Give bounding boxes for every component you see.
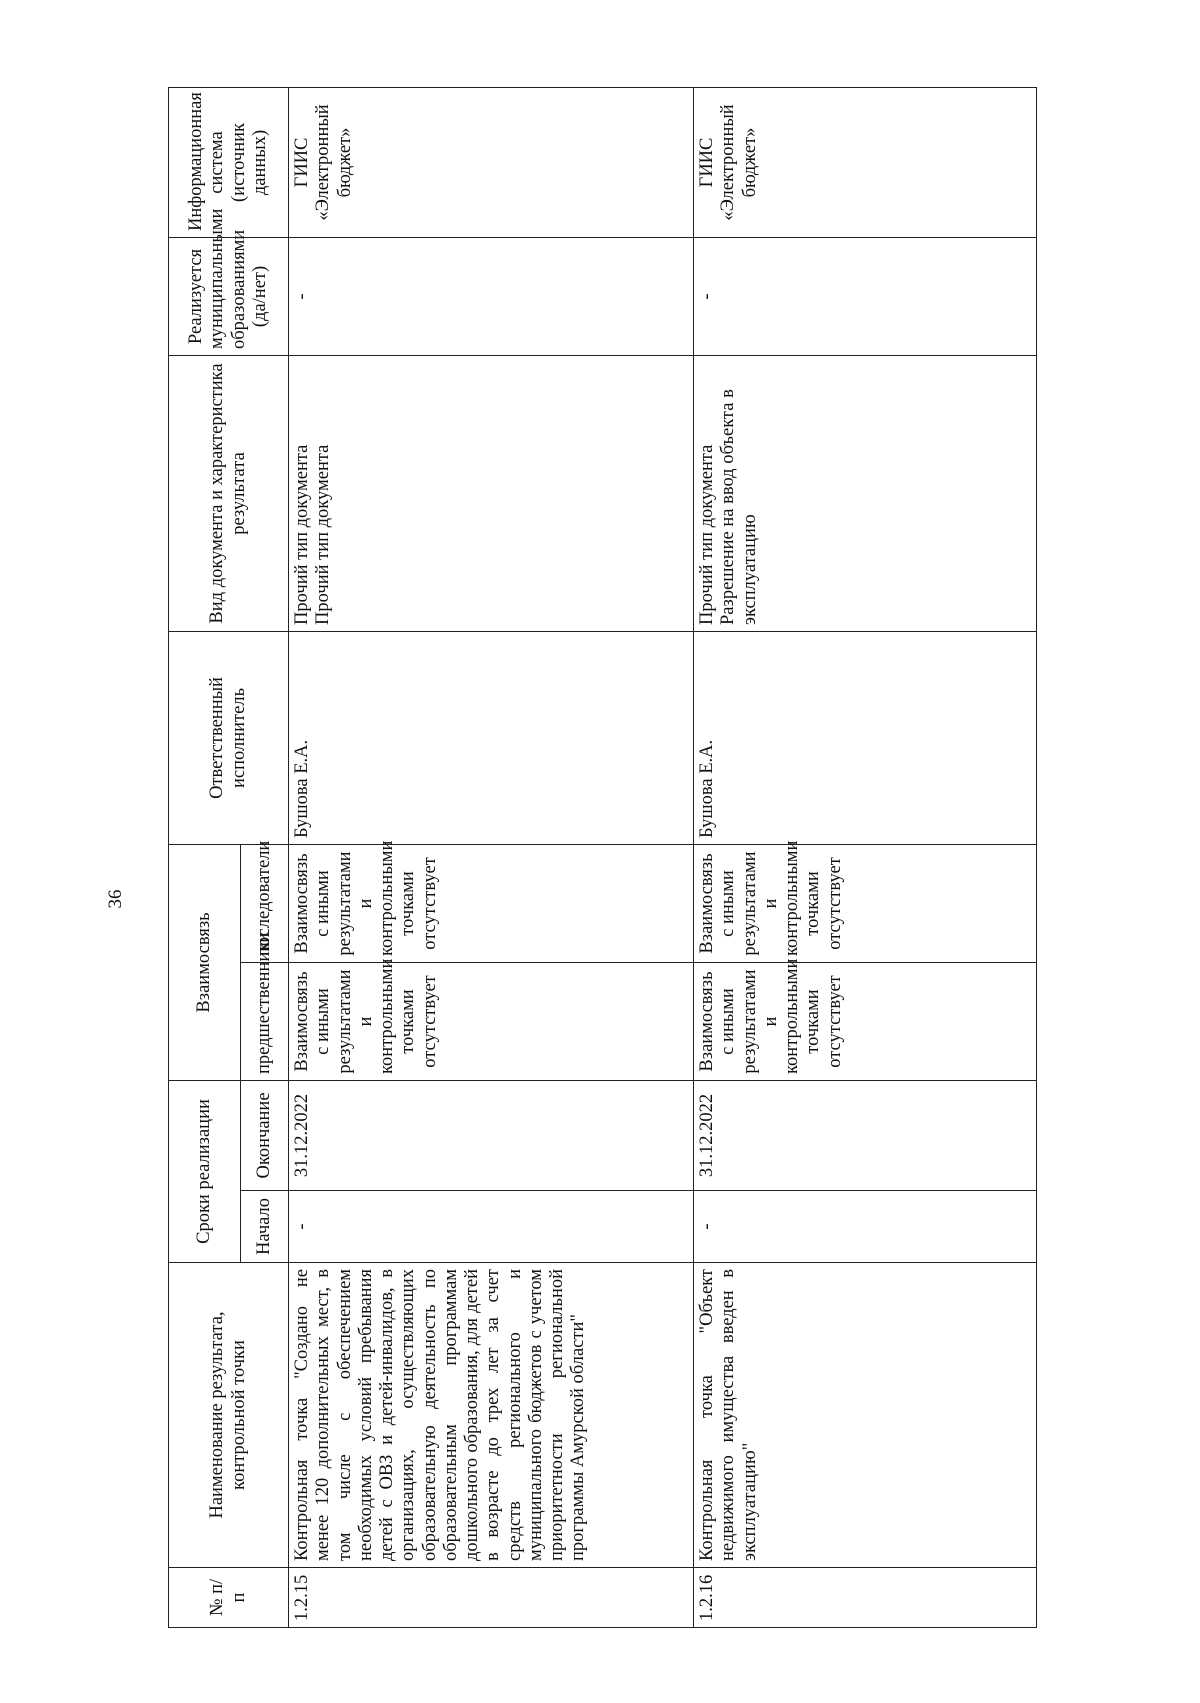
header-responsible: Ответственный исполнитель — [169, 631, 289, 844]
row-start: - — [289, 1191, 694, 1263]
header-num: № п/п — [169, 1568, 289, 1628]
row-successors: Взаимосвязь с иными результатами и контрольными точками отсутствует — [694, 844, 1037, 962]
header-document: Вид документа и характеристика результата — [169, 355, 289, 631]
row-name: Контрольная точка "Объект недвижимого имущества введен в эксплуатацию" — [694, 1263, 1037, 1568]
header-info-system: Информационная система (источник данных) — [169, 87, 289, 237]
row-document-type: Прочий тип документа — [697, 444, 717, 625]
row-document-description: Разрешение на ввод объекта в эксплуатацию — [718, 389, 760, 625]
row-info-system: ГИИС «Электронный бюджет» — [694, 87, 1037, 237]
row-predecessors: Взаимосвязь с иными результатами и контрольными точками отсутствует — [694, 963, 1037, 1081]
header-links: Взаимосвязь — [169, 844, 241, 1080]
row-end: 31.12.2022 — [289, 1081, 694, 1191]
row-start: - — [694, 1191, 1037, 1263]
row-successors: Взаимосвязь с иными результатами и контрольными точками отсутствует — [289, 844, 694, 962]
header-end: Окончание — [241, 1081, 289, 1191]
row-document-type: Прочий тип документа — [292, 444, 312, 625]
row-document — [694, 355, 1037, 631]
table-row — [289, 87, 694, 1627]
header-start: Начало — [241, 1191, 289, 1263]
page-number: 36 — [105, 889, 126, 909]
rotated-table-container — [168, 88, 1036, 1628]
row-name: Контрольная точка "Создано не менее 120 дополнительных мест, в том числе с обеспечением необходимых условий пребывания детей с ОВЗ и детей-инвалидов, в организациях, осуществляющих образовательную деятельность по образовательным программам дошкольного образования, для детей в возрасте до трех лет за счет средств регионального и муниципального бюджетов с учетом приоритетности региональной программы Амурской области" — [289, 1263, 694, 1568]
row-document-description: Прочий тип документа — [313, 444, 334, 625]
row-municipal: - — [289, 237, 694, 355]
control-points-table — [168, 87, 1037, 1628]
table-row — [694, 87, 1037, 1627]
row-end: 31.12.2022 — [694, 1081, 1037, 1191]
row-responsible: Бушова Е.А. — [694, 631, 1037, 844]
row-predecessors: Взаимосвязь с иными результатами и контрольными точками отсутствует — [289, 963, 694, 1081]
header-predecessors: предшественники — [241, 963, 289, 1081]
header-terms: Сроки реализации — [169, 1081, 241, 1263]
row-responsible: Бушова Е.А. — [289, 631, 694, 844]
header-row-1 — [169, 87, 241, 1627]
header-name: Наименование результата, контрольной точки — [169, 1263, 289, 1568]
header-municipal: Реализуется муниципальными образованиями (да/нет) — [169, 237, 289, 355]
row-num: 1.2.16 — [694, 1568, 1037, 1628]
row-info-system: ГИИС «Электронный бюджет» — [289, 87, 694, 237]
row-num: 1.2.15 — [289, 1568, 694, 1628]
row-municipal: - — [694, 237, 1037, 355]
row-document — [289, 355, 694, 631]
header-successors: последователи — [241, 844, 289, 962]
